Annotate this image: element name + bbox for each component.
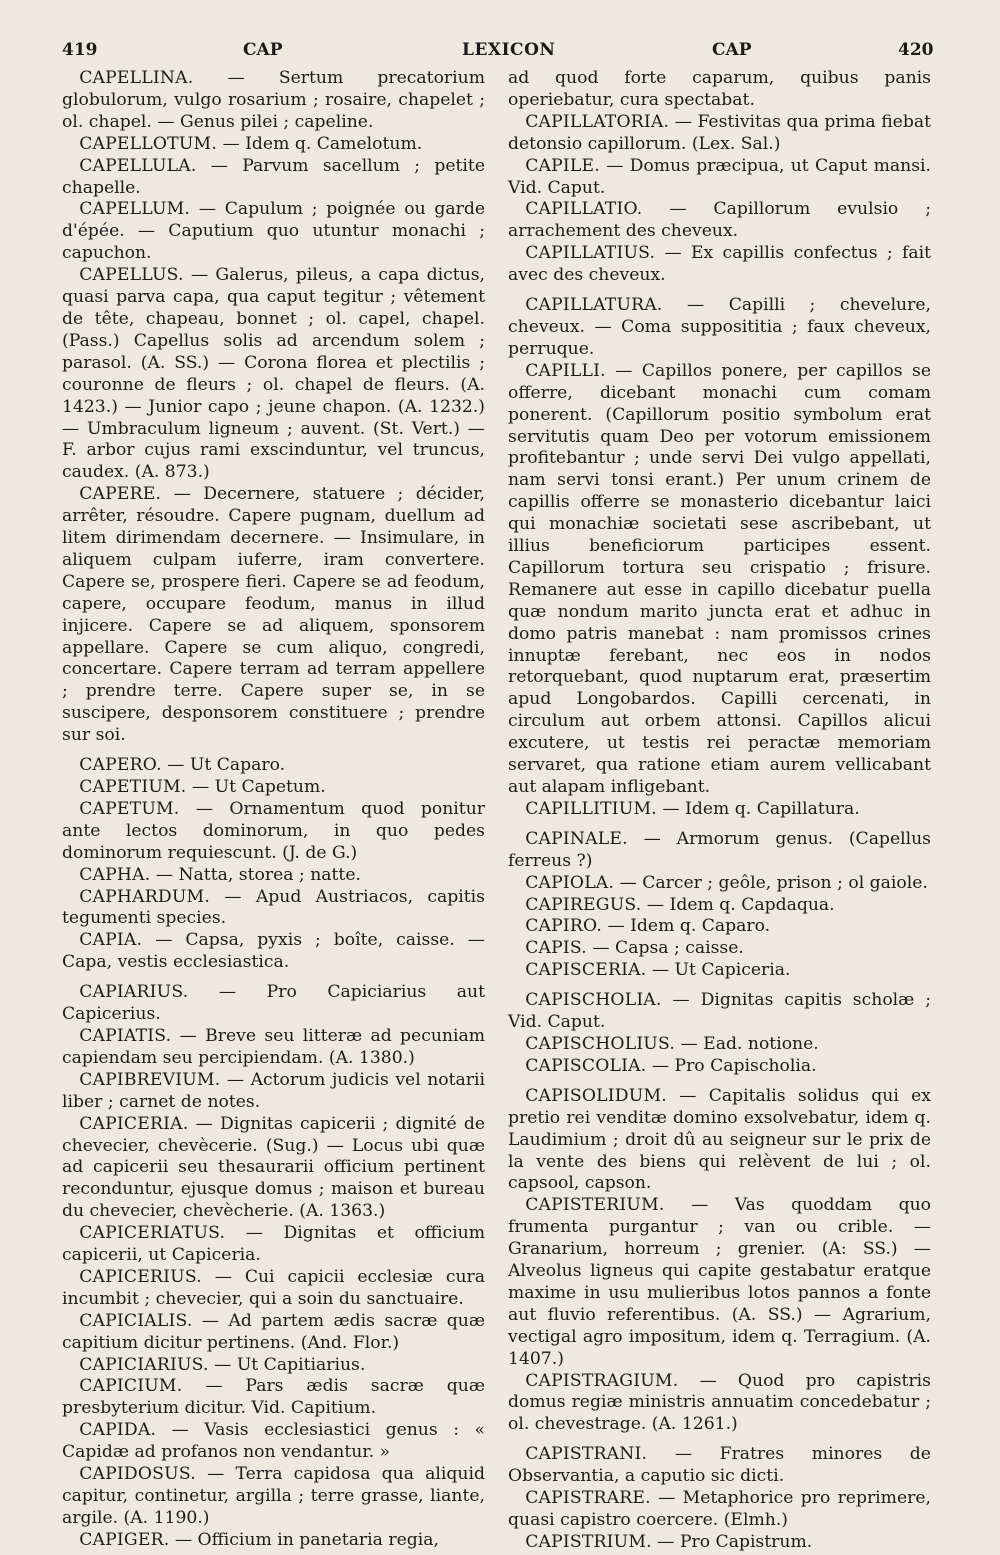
entry-definition: — Vas quoddam quo frumenta purgantur ; van ou crible. — Granarium, horreum ; grenier. (A: SS.) — Alveolus ligneus qui capite gestabatur eratque maxime in usu mulieribus lotos pannos a fonte aut fluvio referentibus. (A. SS.) — Agrarium, vectigal agro impositum, idem q. Terragium. (A. 1407.) — [508, 1195, 931, 1369]
dictionary-entry — [508, 1086, 931, 1196]
dictionary-entry — [508, 873, 931, 895]
dictionary-entry — [62, 1070, 485, 1114]
entry-definition: — Terra capidosa qua aliquid capitur, continetur, argilla ; terre grasse, liante, argile. (A. 1190.) — [62, 1464, 485, 1528]
entry-headword: CAPELLULA. — [79, 155, 197, 176]
running-headword-right: CAP — [712, 40, 752, 60]
entry-headword: CAPICIUM. — [79, 1376, 183, 1397]
entry-definition: — Pro Capischolia. — [651, 1055, 817, 1076]
entry-headword: CAPELLUM. — [79, 199, 191, 220]
dictionary-entry — [508, 1056, 931, 1078]
entry-definition: — Quod pro capistris domus regiæ ministris annuatim concedebatur ; ol. chevestrage. (A. 1261.) — [508, 1370, 931, 1435]
dictionary-entry — [508, 938, 931, 960]
page-number-right: 420 — [898, 40, 934, 60]
dictionary-entry — [508, 361, 931, 799]
entry-definition: — Ut Capiceria. — [651, 960, 791, 981]
entry-definition: — Metaphorice pro reprimere, quasi capistro coercere. (Elmh.) — [508, 1488, 931, 1530]
dictionary-entry — [62, 156, 485, 200]
dictionary-entry — [62, 68, 485, 134]
entry-headword: CAPIDA. — [79, 1420, 157, 1441]
entry-definition: — Capillorum evulsio ; arrachement des cheveux. — [508, 199, 931, 242]
entry-headword: CAPETIUM. — [79, 777, 187, 797]
entry-headword: CAPHA. — [79, 864, 151, 885]
entry-definition: — Capsa ; caisse. — [592, 938, 744, 959]
dictionary-entry — [62, 1267, 485, 1311]
entry-headword: CAPISCHOLIA. — [525, 990, 662, 1011]
entry-definition: — Pars ædis sacræ quæ presbyterium dicitur. Vid. Capitium. — [62, 1376, 485, 1419]
entry-headword: CAPICIALIS. — [79, 1310, 193, 1331]
dictionary-entry — [62, 1114, 485, 1224]
entry-definition: — Ead. notione. — [680, 1033, 819, 1054]
page-number-left: 419 — [62, 40, 98, 60]
entry-definition: — Officium in panetaria regia, — [174, 1529, 439, 1550]
entry-headword: CAPERO. — [79, 755, 162, 776]
entry-definition: — Vasis ecclesiastici genus : « Capidæ ad profanos non vendantur. » — [62, 1420, 485, 1463]
entry-headword: CAPILLATIO. — [525, 199, 643, 220]
entry-definition: — Pro Capistrum. — [657, 1531, 813, 1552]
entry-definition: — Apud Austriacos, capitis tegumenti species. — [62, 886, 485, 929]
dictionary-entry — [508, 1444, 931, 1488]
entry-headword: CAPILLITIUM. — [525, 798, 657, 819]
entry-definition: — Capitalis solidus qui ex pretio rei venditæ domino exsolvebatur, idem q. Laudimium ; droit dû au seigneur sur le prix de la vente des biens qui relèvent de lui ; ol. capsool, capson. — [508, 1085, 931, 1194]
dictionary-entry — [508, 243, 931, 287]
dictionary-entry — [508, 199, 931, 243]
dictionary-entry — [62, 1223, 485, 1267]
entry-definition: — Cui capicii ecclesiæ cura incumbit ; chevecier, qui a soin du sanctuaire. — [62, 1266, 485, 1309]
entry-definition: — Idem q. Capillatura. — [662, 798, 860, 819]
entry-definition: — Sertum precatorium globulorum, vulgo rosarium ; rosaire, chapelet ; ol. chapel. — Genus pilei ; capeline. — [62, 68, 485, 132]
entry-headword: CAPILE. — [525, 155, 600, 176]
entry-headword: CAPIARIUS. — [79, 982, 189, 1003]
entry-headword: CAPISOLIDUM. — [525, 1085, 667, 1106]
entry-headword: CAPISCERIA. — [525, 960, 647, 981]
entry-headword: CAPELLINA. — [79, 68, 194, 88]
entry-definition: — Natta, storea ; natte. — [155, 864, 361, 885]
entry-definition: — Armorum genus. (Capellus ferreus ?) — [508, 828, 931, 871]
entry-headword: CAPIS. — [525, 938, 587, 959]
lexicon-title: LEXICON — [462, 40, 556, 60]
dictionary-entry — [62, 1311, 485, 1355]
dictionary-entry — [62, 755, 485, 777]
entry-headword: CAPIOLA. — [525, 872, 615, 893]
dictionary-entry — [62, 265, 485, 484]
dictionary-entry — [62, 484, 485, 747]
entry-headword: CAPIDOSUS. — [79, 1464, 196, 1485]
entry-definition: — Capulum ; poignée ou garde d'épée. — Caputium quo utuntur monachi ; capuchon. — [62, 199, 485, 264]
entry-headword: CAPILLATIUS. — [525, 243, 656, 264]
entry-definition: — Capsa, pyxis ; boîte, caisse. — Capa, vestis ecclesiastica. — [62, 930, 485, 973]
entry-definition: — Fratres minores de Observantia, a caputio sic dicti. — [508, 1444, 931, 1487]
entry-headword: CAPISTRARE. — [525, 1488, 651, 1509]
entry-headword: CAPICERIA. — [79, 1113, 189, 1134]
entry-headword: CAPIA. — [79, 930, 143, 951]
right-column — [508, 68, 931, 1554]
entry-definition: — Dignitas et officium capicerii, ut Capiceria. — [62, 1223, 485, 1266]
entry-definition: — Dignitas capicerii ; dignité de chevecier, chevècerie. (Sug.) — Locus ubi quæ ad capicerii seu thesaurarii officium pertinent reconduntur, ejusque domus ; maison et bureau du chevecier, chevècherie. (A. 1363.) — [62, 1113, 485, 1222]
dictionary-entry — [62, 930, 485, 974]
dictionary-entry — [62, 982, 485, 1026]
entry-definition: — Ad partem ædis sacræ quæ capitium dicitur pertinens. (And. Flor.) — [62, 1310, 486, 1353]
entry-headword: CAPIATIS. — [79, 1025, 172, 1046]
entry-definition: — Idem q. Camelotum. — [222, 133, 423, 154]
entry-definition: — Ex capillis confectus ; fait avec des cheveux. — [508, 243, 932, 286]
dictionary-entry — [508, 990, 931, 1034]
dictionary-entry — [62, 199, 485, 265]
dictionary-entry — [508, 112, 931, 156]
entry-definition: — Galerus, pileus, a capa dictus, quasi parva capa, qua caput tegitur ; vêtement de tête, chapeau, bonnet ; ol. capel, chapel. (Pass.) Capellus solis ad arcendum solem ; parasol. (A. SS.) — Corona florea et plectilis ; couronne de fleurs ; ol. chapel de fleurs. (A. 1423.) — Junior capo ; jeune chapon. (A. 1232.) — Umbraculum ligneum ; auvent. (St. Vert.) — F. arbor cujus rami exscinduntur, vel truncus, caudex. (A. 873.) — [62, 265, 485, 483]
dictionary-entry — [508, 1371, 931, 1437]
dictionary-entry — [508, 295, 931, 361]
dictionary-entry — [508, 1532, 931, 1554]
entry-definition: — Ut Capetum. — [191, 777, 326, 797]
entry-headword: CAPISCHOLIUS. — [525, 1033, 676, 1054]
entry-definition: — Ut Capitiarius. — [214, 1354, 366, 1375]
entry-headword: CAPIBREVIUM. — [79, 1069, 221, 1090]
dictionary-entry — [62, 1420, 485, 1464]
dictionary-entry — [62, 777, 485, 799]
entry-headword: CAPICIARIUS. — [79, 1354, 209, 1375]
entry-headword: CAPHARDUM. — [79, 886, 210, 907]
entry-headword: CAPISCOLIA. — [525, 1055, 647, 1076]
entry-definition: — Actorum judicis vel notarii liber ; carnet de notes. — [62, 1069, 485, 1112]
entry-definition: — Carcer ; geôle, prison ; ol gaiole. — [619, 872, 928, 893]
dictionary-entry — [62, 887, 485, 931]
dictionary-entry — [62, 799, 485, 865]
dictionary-entry — [508, 1195, 931, 1370]
entry-definition: — Parvum sacellum ; petite chapelle. — [62, 155, 486, 198]
dictionary-entry — [508, 916, 931, 938]
entry-definition: — Breve seu litteræ ad pecuniam capiendam seu percipiendam. (A. 1380.) — [62, 1025, 486, 1068]
dictionary-entry — [508, 156, 931, 200]
entry-headword: CAPIGER. — [79, 1529, 170, 1550]
entry-headword: CAPISTRANI. — [525, 1444, 648, 1465]
entry-headword: CAPIRO. — [525, 916, 602, 937]
dictionary-entry — [62, 1376, 485, 1420]
dictionary-entry — [62, 865, 485, 887]
entry-definition: — Festivitas qua prima fiebat detonsio capillorum. (Lex. Sal.) — [508, 111, 931, 154]
entry-headword: CAPILLATURA. — [525, 295, 663, 316]
dictionary-entry — [62, 1355, 485, 1377]
entry-headword: CAPICERIUS. — [79, 1266, 202, 1287]
entry-definition: — Capillos ponere, per capillos se offerre, dicebant monachi cum comam ponerent. (Capillorum positio symbolum erat servitutis quam Deo per votorum emissionem profitebantur ; unde servi Dei vulgo appellati, nam servi tonsi erant.) Per unum crinem de capillis offerre se monasterio dicebantur laici qui monachiæ societati sese ascribebant, ut illius beneficiorum participes essent. Capillorum tortura seu crispatio ; frisure. Remanere aut esse in capillo dicebatur puella quæ nondum marito juncta erat et adhuc in domo patris manebat : nam promissos crines innuptæ ferebant, nec eos in nodos retorquebant, quod nuptarum erat, præsertim apud Longobardos. Capilli cercenati, in circulum aut orbem attonsi. Capillos alicui excutere, ut testis rei peractæ memoriam servaret, qua ratione etiam aurem vellicabant aut alapam infligebant. — [508, 360, 931, 797]
entry-definition: — Decernere, statuere ; décider, arrêter, résoudre. Capere pugnam, duellum ad litem dirimendam decernere. — Insimulare, in aliquem culpam iuferre, iram convertere. Capere se, prospere fieri. Capere se ad feodum, capere, occupare feodum, manus in illud injicere. Capere se ad aliquem, sponsorem appellare. Capere se cum aliquo, congredi, concertare. Capere terram ad terram appellere ; prendre terre. Capere super se, in se suscipere, desponsorem constituere ; prendre sur soi. — [62, 484, 485, 746]
entry-definition: — Pro Capiciarius aut Capicerius. — [62, 982, 485, 1025]
entry-headword: CAPIREGUS. — [525, 894, 642, 915]
entry-headword: CAPELLOTUM. — [79, 133, 217, 154]
entry-definition: — Dignitas capitis scholæ ; Vid. Caput. — [508, 990, 932, 1033]
left-column — [62, 68, 485, 1552]
entry-headword: CAPICERIATUS. — [79, 1223, 226, 1244]
dictionary-entry — [508, 960, 931, 982]
entry-headword: CAPISTRIUM. — [525, 1531, 652, 1552]
dictionary-entry — [508, 829, 931, 873]
entry-headword: CAPERE. — [79, 484, 162, 505]
entry-headword: CAPETUM. — [79, 798, 180, 819]
dictionary-entry — [508, 799, 931, 821]
entry-headword: CAPILLI. — [525, 360, 606, 381]
entry-definition: — Idem q. Capdaqua. — [646, 894, 835, 915]
entry-headword: CAPINALE. — [525, 828, 628, 849]
entry-definition: — Domus præcipua, ut Caput mansi. Vid. Caput. — [508, 155, 931, 198]
dictionary-entry — [508, 1488, 931, 1532]
dictionary-entry — [62, 1464, 485, 1530]
entry-headword: CAPELLUS. — [79, 265, 184, 286]
entry-definition: ad quod forte caparum, quibus panis operiebatur, cura spectabat. — [508, 68, 931, 110]
entry-definition: — Idem q. Caparo. — [607, 916, 771, 937]
entry-headword: CAPISTERIUM. — [525, 1195, 665, 1216]
running-headword-left: CAP — [243, 40, 283, 60]
entry-definition: — Ut Caparo. — [167, 755, 286, 776]
dictionary-entry — [62, 1026, 485, 1070]
entry-headword: CAPILLATORIA. — [525, 111, 670, 132]
dictionary-entry — [508, 68, 931, 112]
entry-headword: CAPISTRAGIUM. — [525, 1370, 679, 1391]
entry-definition: — Capilli ; chevelure, cheveux. — Coma supposititia ; faux cheveux, perruque. — [508, 295, 931, 359]
dictionary-entry — [508, 1034, 931, 1056]
dictionary-entry — [62, 1530, 485, 1552]
dictionary-entry — [508, 895, 931, 917]
dictionary-entry — [62, 134, 485, 156]
entry-definition: — Ornamentum quod ponitur ante lectos dominorum, in quo pedes dominorum requiescunt. (J. de G.) — [62, 798, 485, 863]
